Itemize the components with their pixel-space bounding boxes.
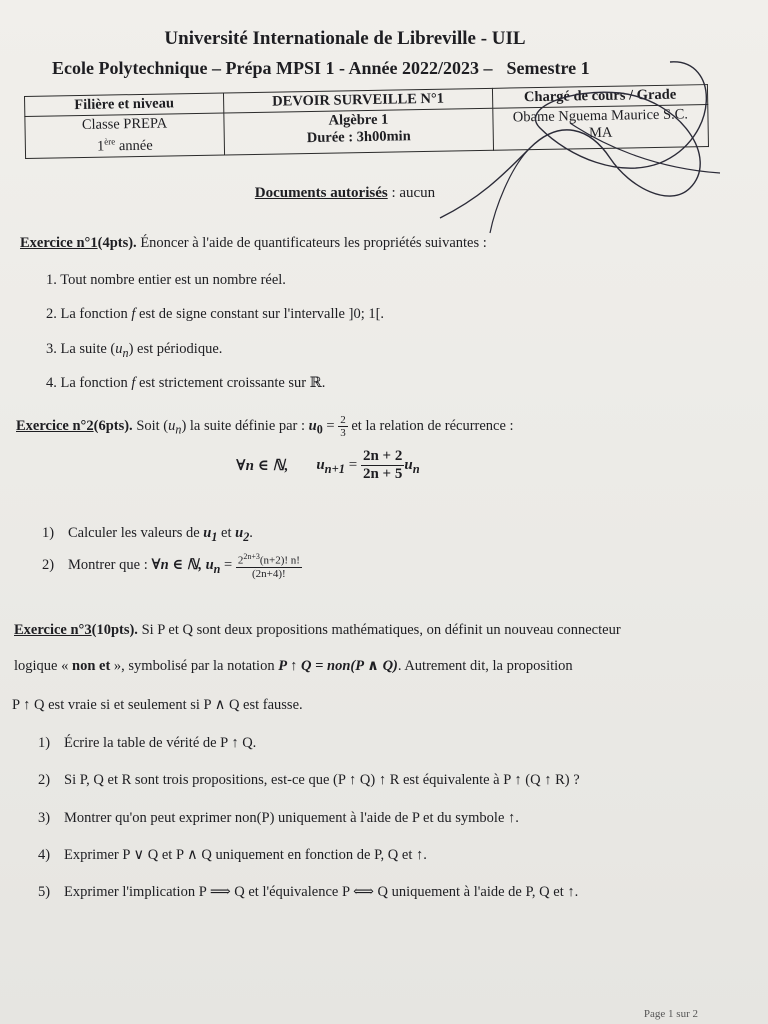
exam-duration: Durée : 3h00min [306,128,411,147]
exercise1-points: (4pts). [97,235,137,251]
exercise2-points: (6pts). [93,417,133,434]
header-cell-level: Filière et niveau [25,93,224,116]
exercise1-item: 2. La fonction f est de signe constant sur l'intervalle ]0; 1[. [46,306,385,322]
exercise3-question: 4) Exprimer P ∨ Q et P ∧ Q uniquement en fonction de P, Q et ↑. [38,847,427,863]
university-title: Université Internationale de Libreville - UIL [164,28,526,49]
exercise1-item: 3. La suite $(u_n)$ est périodique. [46,341,223,360]
documents-value: : aucun [387,185,436,201]
header-cell-teacher: Chargé de cours / Grade [492,85,707,109]
exercise3-heading: Exercice n°3(10pts). Si P et Q sont deux propositions mathématiques, on définit un nouveau connecteur [14,622,621,638]
school-year: Ecole Polytechnique – Prépa MPSI 1 - Année 2022/2023 – [52,58,493,78]
exercise3-question: 5) Exprimer l'implication P ⟹ Q et l'équivalence P ⟺ Q uniquement à l'aide de P, Q et ↑. [38,884,579,900]
header-cell-exam: DEVOIR SURVEILLE N°1 [223,88,492,113]
exercise3-intro-line3: P ↑ Q est vraie si et seulement si P ∧ Q est fausse. [12,697,303,713]
exercise3-intro-line2: logique « non et », symbolisé par la notation P ↑ Q = non(P ∧ Q). Autrement dit, la proposition [14,658,573,674]
class-year: 1ère année [96,136,153,155]
exercise2-heading: Exercice n°2(6pts). Soit $(u_n)$ la suite définie par : $u_0$ = $\frac{2}{3}$ et la relation de récurrence : [16,414,514,439]
exercise3-points: (10pts). [91,622,138,638]
exercise2-question-1: 1) Calculer les valeurs de $u_1$ et $u_2$. [42,525,253,544]
exercise1-title: Exercice n°1 [20,235,98,251]
u0-fraction: $\frac{2}{3}$ [340,414,346,439]
teacher-grade: MA [588,124,613,142]
exercise2-title: Exercice n°2 [16,417,94,434]
cell-class [25,113,225,158]
documents-allowed [0,185,690,202]
exercise1-item: 4. La fonction f est strictement croissante sur ℝ. [46,375,326,391]
subject-name: Algèbre 1 [328,111,389,129]
exercise3-question: 3) Montrer qu'on peut exprimer non(P) uniquement à l'aide de P et du symbole ↑. [38,810,519,826]
exercise2-question-2: 2) Montrer que : ∀n ∈ ℕ, $u_n$ = $\frac{2^{2n+3}(n+2)! n!}{(2n+4)!}$ [42,552,300,580]
exercise3-title: Exercice n°3 [14,622,92,638]
documents-label: Documents autorisés [254,185,388,201]
semester-label: Semestre 1 [506,58,590,78]
exercise3-question: 2) Si P, Q et R sont trois propositions, est-ce que (P ↑ Q) ↑ R est équivalente à P ↑ (Q ↑ R) ? [38,772,580,788]
exercise3-question: 1) Écrire la table de vérité de P ↑ Q. [38,735,257,751]
teacher-name: Obame Nguema Maurice S.C. [512,106,689,126]
recurrence-relation: ∀n ∈ ℕ, $u_{n+1}$ = $\frac{2n + 2}{2n + 5}$ $u_n$ [236,448,420,482]
exercise1-heading [20,235,487,252]
handwritten-signature [420,48,740,238]
exercise1-item: 1. Tout nombre entier est un nombre réel. [46,272,286,288]
closed-form-fraction: $\frac{2^{2n+3}(n+2)! n!}{(2n+4)!}$ [237,552,300,580]
recurrence-fraction: $\frac{2n + 2}{2n + 5}$ [362,448,403,482]
class-name: Classe PREPA [81,115,168,133]
page-number: Page 1 sur 2 [643,1008,698,1020]
exercise1-intro: Énoncer à l'aide de quantificateurs les propriétés suivantes : [136,235,487,251]
